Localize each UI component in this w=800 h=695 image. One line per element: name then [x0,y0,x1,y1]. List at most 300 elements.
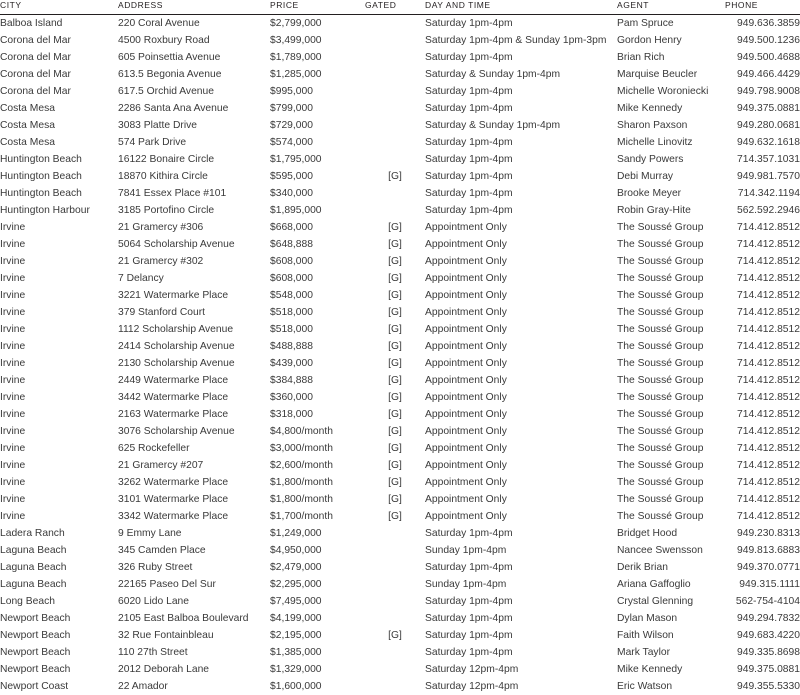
cell-address: 3101 Watermarke Place [118,491,270,508]
cell-address: 7841 Essex Place #101 [118,185,270,202]
cell-city: Irvine [0,321,118,338]
cell-agent: The Soussé Group [617,491,725,508]
cell-agent: Bridget Hood [617,525,725,542]
cell-gated [365,134,425,151]
cell-daytime: Appointment Only [425,304,617,321]
cell-agent: Robin Gray-Hite [617,202,725,219]
cell-phone: 714.412.8512 [725,474,800,491]
cell-gated: [G] [365,423,425,440]
cell-gated: [G] [365,287,425,304]
cell-city: Irvine [0,474,118,491]
cell-address: 2130 Scholarship Avenue [118,355,270,372]
cell-gated [365,15,425,33]
cell-city: Irvine [0,423,118,440]
cell-price: $340,000 [270,185,365,202]
cell-gated: [G] [365,270,425,287]
cell-address: 3342 Watermarke Place [118,508,270,525]
table-row[interactable] [0,304,800,321]
cell-agent: Gordon Henry [617,32,725,49]
cell-city: Balboa Island [0,15,118,33]
cell-daytime: Appointment Only [425,253,617,270]
cell-daytime: Appointment Only [425,440,617,457]
cell-price: $360,000 [270,389,365,406]
cell-gated [365,542,425,559]
cell-address: 32 Rue Fontainbleau [118,627,270,644]
cell-agent: The Soussé Group [617,457,725,474]
cell-phone: 714.412.8512 [725,219,800,236]
cell-address: 7 Delancy [118,270,270,287]
cell-price: $608,000 [270,270,365,287]
table-body [0,15,800,695]
cell-phone: 949.370.0771 [725,559,800,576]
cell-phone: 714.412.8512 [725,236,800,253]
cell-address: 574 Park Drive [118,134,270,151]
cell-gated: [G] [365,321,425,338]
cell-gated [365,117,425,134]
cell-daytime: Appointment Only [425,508,617,525]
cell-city: Newport Beach [0,661,118,678]
cell-address: 3442 Watermarke Place [118,389,270,406]
cell-agent: The Soussé Group [617,236,725,253]
table-row[interactable] [0,627,800,644]
cell-gated [365,83,425,100]
table-row[interactable] [0,389,800,406]
cell-address: 2414 Scholarship Avenue [118,338,270,355]
table-row[interactable] [0,406,800,423]
cell-gated [365,610,425,627]
cell-phone: 714.412.8512 [725,491,800,508]
cell-gated: [G] [365,372,425,389]
cell-agent: The Soussé Group [617,338,725,355]
cell-price: $608,000 [270,253,365,270]
cell-city: Irvine [0,406,118,423]
cell-phone: 949.294.7832 [725,610,800,627]
cell-gated: [G] [365,491,425,508]
cell-address: 18870 Kithira Circle [118,168,270,185]
cell-daytime: Saturday 1pm-4pm [425,15,617,33]
cell-price: $1,385,000 [270,644,365,661]
cell-daytime: Saturday 1pm-4pm [425,168,617,185]
cell-address: 2012 Deborah Lane [118,661,270,678]
cell-phone: 949.315.1111 [725,576,800,593]
cell-agent: The Soussé Group [617,304,725,321]
cell-city: Corona del Mar [0,66,118,83]
cell-price: $518,000 [270,304,365,321]
cell-price: $729,000 [270,117,365,134]
cell-daytime: Sunday 1pm-4pm [425,576,617,593]
cell-price: $2,195,000 [270,627,365,644]
table-row[interactable] [0,491,800,508]
cell-daytime: Saturday 12pm-4pm [425,661,617,678]
cell-price: $1,600,000 [270,678,365,695]
cell-address: 16122 Bonaire Circle [118,151,270,168]
cell-daytime: Saturday 1pm-4pm [425,644,617,661]
cell-price: $4,800/month [270,423,365,440]
cell-city: Huntington Beach [0,168,118,185]
cell-daytime: Saturday 1pm-4pm [425,49,617,66]
cell-daytime: Saturday 1pm-4pm [425,185,617,202]
cell-price: $2,295,000 [270,576,365,593]
cell-phone: 562.592.2946 [725,202,800,219]
cell-phone: 714.412.8512 [725,372,800,389]
cell-daytime: Appointment Only [425,423,617,440]
cell-address: 326 Ruby Street [118,559,270,576]
cell-address: 110 27th Street [118,644,270,661]
cell-address: 2286 Santa Ana Avenue [118,100,270,117]
table-row[interactable] [0,678,800,695]
cell-gated [365,49,425,66]
cell-daytime: Saturday 1pm-4pm [425,610,617,627]
table-row[interactable] [0,440,800,457]
cell-agent: The Soussé Group [617,219,725,236]
cell-gated [365,185,425,202]
cell-phone: 714.412.8512 [725,440,800,457]
cell-agent: Sandy Powers [617,151,725,168]
table-row[interactable] [0,151,800,168]
cell-gated [365,66,425,83]
cell-city: Irvine [0,270,118,287]
table-row[interactable] [0,49,800,66]
cell-agent: Nancee Swensson [617,542,725,559]
cell-address: 6020 Lido Lane [118,593,270,610]
table-row[interactable] [0,355,800,372]
cell-agent: The Soussé Group [617,423,725,440]
cell-daytime: Appointment Only [425,287,617,304]
cell-daytime: Saturday & Sunday 1pm-4pm [425,117,617,134]
cell-city: Irvine [0,355,118,372]
cell-gated: [G] [365,508,425,525]
table-row[interactable] [0,423,800,440]
cell-phone: 949.466.4429 [725,66,800,83]
cell-phone: 714.412.8512 [725,287,800,304]
cell-city: Newport Beach [0,644,118,661]
table-row[interactable] [0,508,800,525]
cell-phone: 714.342.1194 [725,185,800,202]
cell-city: Ladera Ranch [0,525,118,542]
cell-daytime: Appointment Only [425,321,617,338]
cell-gated: [G] [365,338,425,355]
table-row[interactable] [0,202,800,219]
cell-city: Irvine [0,219,118,236]
table-row[interactable] [0,287,800,304]
cell-agent: Marquise Beucler [617,66,725,83]
cell-price: $384,888 [270,372,365,389]
cell-agent: Debi Murray [617,168,725,185]
cell-daytime: Appointment Only [425,389,617,406]
table-row[interactable] [0,219,800,236]
cell-daytime: Saturday 1pm-4pm [425,134,617,151]
table-row[interactable] [0,134,800,151]
cell-address: 617.5 Orchid Avenue [118,83,270,100]
cell-daytime: Saturday & Sunday 1pm-4pm [425,66,617,83]
cell-gated [365,576,425,593]
cell-phone: 714.412.8512 [725,457,800,474]
cell-city: Laguna Beach [0,559,118,576]
table-row[interactable] [0,185,800,202]
cell-agent: Mike Kennedy [617,661,725,678]
cell-price: $595,000 [270,168,365,185]
cell-gated: [G] [365,406,425,423]
cell-gated [365,644,425,661]
cell-daytime: Saturday 1pm-4pm [425,202,617,219]
cell-price: $1,249,000 [270,525,365,542]
cell-daytime: Appointment Only [425,219,617,236]
cell-daytime: Saturday 1pm-4pm [425,83,617,100]
cell-agent: The Soussé Group [617,474,725,491]
cell-gated: [G] [365,304,425,321]
cell-agent: Ariana Gaffoglio [617,576,725,593]
cell-agent: The Soussé Group [617,389,725,406]
cell-daytime: Sunday 1pm-4pm [425,542,617,559]
cell-agent: Dylan Mason [617,610,725,627]
cell-agent: Mark Taylor [617,644,725,661]
cell-city: Irvine [0,389,118,406]
column-header-agent[interactable]: AGENT [617,0,725,15]
cell-gated: [G] [365,389,425,406]
cell-agent: Eric Watson [617,678,725,695]
cell-address: 3083 Platte Drive [118,117,270,134]
cell-price: $2,799,000 [270,15,365,33]
cell-gated [365,100,425,117]
cell-phone: 949.335.8698 [725,644,800,661]
cell-price: $3,499,000 [270,32,365,49]
cell-phone: 949.500.1236 [725,32,800,49]
cell-daytime: Saturday 1pm-4pm [425,627,617,644]
cell-price: $488,888 [270,338,365,355]
cell-gated: [G] [365,253,425,270]
table-row[interactable] [0,270,800,287]
cell-phone: 949.981.7570 [725,168,800,185]
cell-address: 3185 Portofino Circle [118,202,270,219]
cell-agent: The Soussé Group [617,406,725,423]
column-header-address[interactable]: ADDRESS [118,0,270,15]
cell-phone: 714.412.8512 [725,355,800,372]
table-row[interactable] [0,168,800,185]
cell-price: $1,285,000 [270,66,365,83]
cell-price: $2,600/month [270,457,365,474]
cell-phone: 714.412.8512 [725,321,800,338]
cell-address: 379 Stanford Court [118,304,270,321]
table-header-row [0,0,800,15]
cell-price: $1,800/month [270,491,365,508]
cell-phone: 949.230.8313 [725,525,800,542]
cell-address: 21 Gramercy #306 [118,219,270,236]
cell-phone: 949.813.6883 [725,542,800,559]
cell-city: Costa Mesa [0,100,118,117]
cell-phone: 714.412.8512 [725,423,800,440]
cell-address: 220 Coral Avenue [118,15,270,33]
cell-phone: 714.412.8512 [725,253,800,270]
cell-address: 613.5 Begonia Avenue [118,66,270,83]
cell-daytime: Appointment Only [425,372,617,389]
cell-daytime: Appointment Only [425,457,617,474]
cell-city: Laguna Beach [0,576,118,593]
cell-phone: 949.375.0881 [725,100,800,117]
cell-daytime: Appointment Only [425,270,617,287]
cell-city: Irvine [0,236,118,253]
cell-gated [365,202,425,219]
cell-address: 2449 Watermarke Place [118,372,270,389]
cell-price: $574,000 [270,134,365,151]
cell-city: Huntington Beach [0,185,118,202]
cell-price: $518,000 [270,321,365,338]
table-row[interactable] [0,576,800,593]
cell-city: Costa Mesa [0,134,118,151]
cell-agent: The Soussé Group [617,355,725,372]
cell-city: Huntington Harbour [0,202,118,219]
column-header-phone[interactable]: PHONE [725,0,800,15]
table-row[interactable] [0,32,800,49]
table-row[interactable] [0,457,800,474]
cell-city: Irvine [0,304,118,321]
table-row[interactable] [0,610,800,627]
cell-daytime: Appointment Only [425,491,617,508]
cell-daytime: Appointment Only [425,236,617,253]
cell-address: 4500 Roxbury Road [118,32,270,49]
cell-phone: 714.412.8512 [725,389,800,406]
cell-price: $1,789,000 [270,49,365,66]
cell-gated [365,661,425,678]
table-row[interactable] [0,66,800,83]
table-row[interactable] [0,15,800,33]
cell-phone: 949.500.4688 [725,49,800,66]
cell-city: Irvine [0,440,118,457]
cell-address: 9 Emmy Lane [118,525,270,542]
cell-daytime: Saturday 12pm-4pm [425,678,617,695]
cell-city: Irvine [0,338,118,355]
cell-phone: 949.636.3859 [725,15,800,33]
cell-agent: Brooke Meyer [617,185,725,202]
cell-agent: The Soussé Group [617,321,725,338]
cell-address: 22 Amador [118,678,270,695]
cell-gated: [G] [365,627,425,644]
cell-city: Corona del Mar [0,83,118,100]
table-row[interactable] [0,83,800,100]
cell-price: $318,000 [270,406,365,423]
table-row[interactable] [0,474,800,491]
cell-daytime: Appointment Only [425,338,617,355]
cell-phone: 714.412.8512 [725,338,800,355]
cell-phone: 714.357.1031 [725,151,800,168]
table-row[interactable] [0,559,800,576]
cell-city: Irvine [0,457,118,474]
table-row[interactable] [0,661,800,678]
cell-agent: The Soussé Group [617,253,725,270]
cell-address: 3262 Watermarke Place [118,474,270,491]
cell-city: Long Beach [0,593,118,610]
cell-daytime: Appointment Only [425,406,617,423]
cell-daytime: Saturday 1pm-4pm [425,593,617,610]
cell-agent: Brian Rich [617,49,725,66]
cell-city: Corona del Mar [0,32,118,49]
table-row[interactable] [0,321,800,338]
column-header-day-and-time[interactable]: DAY AND TIME [425,0,617,15]
cell-gated: [G] [365,236,425,253]
cell-city: Irvine [0,372,118,389]
cell-gated: [G] [365,219,425,236]
cell-phone: 714.412.8512 [725,406,800,423]
cell-agent: Michelle Woroniecki [617,83,725,100]
cell-gated [365,678,425,695]
table-row[interactable] [0,525,800,542]
cell-city: Laguna Beach [0,542,118,559]
cell-phone: 949.632.1618 [725,134,800,151]
cell-address: 605 Poinsettia Avenue [118,49,270,66]
cell-price: $7,495,000 [270,593,365,610]
cell-agent: Pam Spruce [617,15,725,33]
cell-gated: [G] [365,474,425,491]
cell-phone: 949.280.0681 [725,117,800,134]
cell-city: Costa Mesa [0,117,118,134]
table-row[interactable] [0,542,800,559]
cell-city: Corona del Mar [0,49,118,66]
cell-address: 1112 Scholarship Avenue [118,321,270,338]
cell-address: 5064 Scholarship Avenue [118,236,270,253]
column-header-price[interactable]: PRICE [270,0,365,15]
cell-city: Irvine [0,491,118,508]
cell-price: $1,795,000 [270,151,365,168]
cell-gated [365,559,425,576]
cell-gated [365,525,425,542]
cell-address: 3076 Scholarship Avenue [118,423,270,440]
cell-city: Huntington Beach [0,151,118,168]
cell-price: $1,700/month [270,508,365,525]
column-header-gated[interactable]: GATED [365,0,425,15]
table-row[interactable] [0,372,800,389]
cell-daytime: Saturday 1pm-4pm [425,151,617,168]
cell-gated [365,593,425,610]
cell-address: 2105 East Balboa Boulevard [118,610,270,627]
cell-price: $2,479,000 [270,559,365,576]
cell-gated: [G] [365,457,425,474]
cell-daytime: Appointment Only [425,474,617,491]
table-row[interactable] [0,117,800,134]
table-row[interactable] [0,338,800,355]
cell-daytime: Saturday 1pm-4pm [425,559,617,576]
column-header-city[interactable]: CITY [0,0,118,15]
cell-agent: Mike Kennedy [617,100,725,117]
cell-daytime: Appointment Only [425,355,617,372]
cell-agent: The Soussé Group [617,508,725,525]
cell-address: 22165 Paseo Del Sur [118,576,270,593]
cell-gated: [G] [365,168,425,185]
cell-price: $548,000 [270,287,365,304]
cell-phone: 562-754-4104 [725,593,800,610]
table-row[interactable] [0,236,800,253]
cell-phone: 714.412.8512 [725,508,800,525]
table-row[interactable] [0,644,800,661]
cell-price: $799,000 [270,100,365,117]
cell-address: 345 Camden Place [118,542,270,559]
cell-agent: The Soussé Group [617,372,725,389]
cell-agent: Sharon Paxson [617,117,725,134]
cell-price: $439,000 [270,355,365,372]
cell-phone: 949.355.5330 [725,678,800,695]
table-row[interactable] [0,593,800,610]
table-row[interactable] [0,253,800,270]
cell-gated [365,151,425,168]
cell-phone: 714.412.8512 [725,270,800,287]
cell-daytime: Saturday 1pm-4pm & Sunday 1pm-3pm [425,32,617,49]
cell-city: Irvine [0,287,118,304]
cell-agent: Michelle Linovitz [617,134,725,151]
table-row[interactable] [0,100,800,117]
cell-price: $1,329,000 [270,661,365,678]
cell-city: Irvine [0,253,118,270]
cell-price: $1,800/month [270,474,365,491]
cell-city: Newport Beach [0,627,118,644]
cell-address: 2163 Watermarke Place [118,406,270,423]
